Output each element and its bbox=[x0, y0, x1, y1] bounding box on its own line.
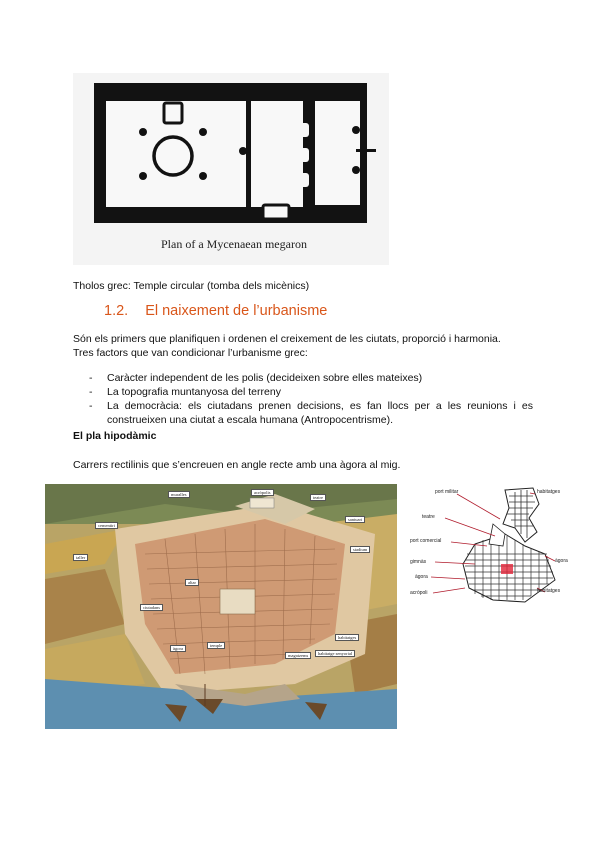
map-label-habitatges-top: habitatges bbox=[537, 489, 561, 495]
city-label-habitatges: habitatges bbox=[335, 634, 359, 641]
subheading-paragraph: Carrers rectilinis que s’encreuen en angle recte amb una àgora al mig. bbox=[73, 459, 401, 471]
intro-paragraph-1: Són els primers que planifiquen i ordenen el creixement de les ciutats, proporció i harmonia. bbox=[73, 333, 501, 345]
city-label-temple: temple bbox=[207, 642, 225, 649]
city-label-habitatge-senyorial: habitatge senyorial bbox=[315, 650, 355, 657]
city-label-agora: àgora bbox=[170, 645, 186, 652]
section-title: El naixement de l’urbanisme bbox=[145, 303, 328, 319]
city-label-taller: taller bbox=[73, 554, 88, 561]
city-label-cementiri: cementiri bbox=[95, 522, 118, 529]
section-heading bbox=[104, 303, 327, 319]
list-item: - Caràcter independent de les polis (decideixen sobre elles mateixes) bbox=[73, 371, 533, 385]
map-label-teatre: teatre bbox=[422, 514, 435, 520]
map-label-port-comercial: port comercial bbox=[410, 538, 442, 544]
megaron-plan-figure bbox=[73, 73, 389, 265]
intro-paragraph-2: Tres factors que van condicionar l’urbanisme grec: bbox=[73, 347, 308, 359]
city-label-acropolis: acròpolis bbox=[251, 489, 274, 496]
city-label-santuari: santuari bbox=[345, 516, 365, 523]
city-label-ciutadans: ciutadans bbox=[140, 604, 163, 611]
hippodamian-map bbox=[405, 484, 578, 616]
list-item: - La democràcia: els ciutadans prenen decisions, es fan llocs per a les reunions i es construeixen una ciutat a escala humana (Antropocentrisme). bbox=[73, 399, 533, 427]
map-drawing bbox=[405, 484, 578, 616]
map-label-gimnas: gimnàs bbox=[410, 559, 427, 565]
map-label-habitatges-bottom: habitatges bbox=[537, 588, 561, 594]
city-label-magatzems: magatzems bbox=[285, 652, 311, 659]
figure-caption: Tholos grec: Temple circular (tomba dels micènics) bbox=[73, 280, 310, 292]
section-number: 1.2. bbox=[104, 303, 129, 319]
megaron-figure-caption: Plan of a Mycenaean megaron bbox=[161, 237, 307, 251]
list-item: - La topografia muntanyosa del terreny bbox=[73, 385, 533, 399]
subheading: El pla hipodàmic bbox=[73, 430, 157, 442]
greek-city-illustration bbox=[45, 484, 397, 729]
city-label-stadium: stadium bbox=[350, 546, 370, 553]
map-label-port-militar: port militar bbox=[435, 489, 459, 495]
city-label-teatre: teatre bbox=[310, 494, 326, 501]
map-label-acropoli: acròpoli bbox=[410, 590, 428, 596]
factors-list bbox=[73, 371, 533, 427]
map-label-agora: àgora bbox=[415, 574, 428, 580]
map-label-agora-right: àgora bbox=[555, 558, 568, 564]
city-label-altar: altar bbox=[185, 579, 199, 586]
city-label-muralles: muralles bbox=[168, 491, 190, 498]
